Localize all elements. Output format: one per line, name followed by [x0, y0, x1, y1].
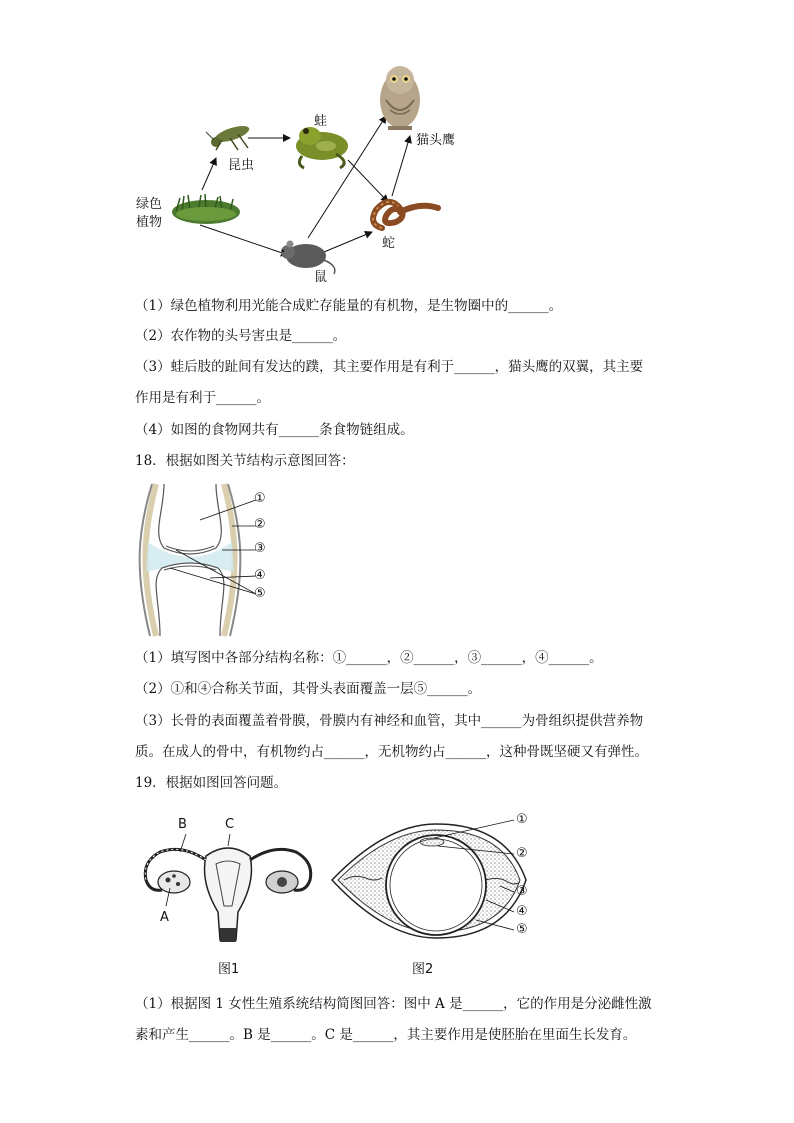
figure-1-caption: 图1	[218, 962, 240, 977]
figure-2-caption: 图2	[412, 962, 434, 977]
fig1-label-A: A	[160, 910, 169, 925]
q18-item-2: （2）①和④合称关节面，其骨头表面覆盖一层⑤______。	[135, 681, 482, 697]
fig2-marker-5: ⑤	[516, 922, 528, 937]
joint-marker-4: ④	[254, 568, 266, 583]
q18-item-3: （3）长骨的表面覆盖着骨膜，骨膜内有神经和血管，其中______为骨组织提供营养物	[135, 713, 644, 729]
food-web-figure	[120, 60, 480, 290]
fig2-marker-4: ④	[516, 904, 528, 919]
fig1-label-C: C	[225, 817, 235, 832]
q19-item-1b: 素和产生______。B 是______。C 是______，其主要作用是使胚胎在里面生长发育。	[135, 1027, 637, 1043]
figure-2-egg-structure	[326, 810, 546, 950]
joint-marker-5: ⑤	[254, 586, 266, 601]
fig1-label-B: B	[178, 817, 187, 832]
label-plant: 绿色 植物	[136, 197, 163, 230]
q17-item-4: （4）如图的食物网共有______条食物链组成。	[135, 422, 414, 438]
joint-marker-1: ①	[254, 491, 266, 506]
fig2-marker-1: ①	[516, 812, 528, 827]
fig2-marker-2: ②	[516, 846, 528, 861]
label-insect: 昆虫	[228, 158, 255, 173]
q18-item-1: （1）填写图中各部分结构名称：①______，②______，③______，④______。	[135, 650, 603, 666]
plant-image	[172, 194, 240, 224]
arrow-snake-owl	[392, 136, 410, 196]
joint-marker-2: ②	[254, 517, 266, 532]
arrow-mouse-snake	[324, 232, 372, 252]
label-snake: 蛇	[382, 236, 396, 251]
arrow-plant-insect	[202, 158, 216, 190]
label-frog: 蛙	[314, 114, 328, 129]
owl-image	[380, 66, 420, 130]
q19-item-1: （1）根据图 1 女性生殖系统结构简图回答：图中 A 是______，它的作用是分泌雌性激	[135, 996, 652, 1012]
fig2-marker-3: ③	[516, 884, 528, 899]
q18-item-3b: 质。在成人的骨中，有机物约占______，无机物约占______，这种骨既坚硬又有弹性。	[135, 744, 648, 760]
q18-title: 18．根据如图关节结构示意图回答：	[135, 453, 355, 469]
snake-image	[373, 202, 438, 228]
label-mouse: 鼠	[314, 270, 328, 285]
q19-title: 19．根据如图回答问题。	[135, 775, 288, 791]
q17-item-2: （2）农作物的头号害虫是______。	[135, 328, 347, 344]
insect-image	[206, 123, 251, 150]
frog-image	[296, 127, 348, 168]
figure-1-reproductive-system	[132, 817, 324, 950]
q17-item-3b: 作用是有利于______。	[135, 390, 270, 406]
q17-item-3: （3）蛙后肢的趾间有发达的蹼，其主要作用是有利于______，猫头鹰的双翼，其主要	[135, 359, 644, 375]
q17-item-1: （1）绿色植物利用光能合成贮存能量的有机物，是生物圈中的______。	[135, 298, 563, 314]
label-owl: 猫头鹰	[416, 133, 456, 148]
arrow-plant-mouse	[200, 225, 288, 255]
joint-diagram	[130, 480, 290, 640]
joint-marker-3: ③	[254, 541, 266, 556]
